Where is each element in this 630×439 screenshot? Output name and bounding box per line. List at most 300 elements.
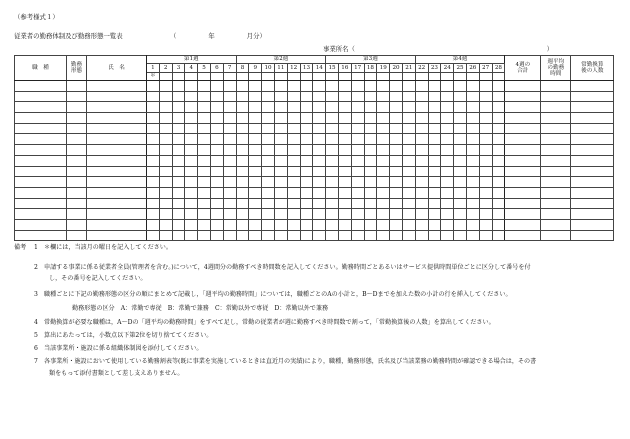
day-cell[interactable]: [147, 113, 160, 124]
day-cell[interactable]: [338, 102, 351, 113]
day-cell[interactable]: [466, 219, 479, 230]
day-cell[interactable]: [198, 134, 211, 145]
day-cell[interactable]: [274, 219, 287, 230]
day-cell[interactable]: [390, 230, 403, 241]
average-cell[interactable]: [541, 209, 571, 220]
day-cell[interactable]: [428, 134, 441, 145]
day-cell[interactable]: [223, 198, 236, 209]
day-cell[interactable]: [287, 102, 300, 113]
day-cell[interactable]: [351, 198, 364, 209]
fte-cell[interactable]: [571, 145, 614, 156]
fte-cell[interactable]: [571, 91, 614, 102]
day-cell[interactable]: [492, 177, 505, 188]
name-cell[interactable]: [87, 209, 147, 220]
day-cell[interactable]: [210, 102, 223, 113]
day-cell[interactable]: [147, 166, 160, 177]
day-cell[interactable]: [466, 198, 479, 209]
day-cell[interactable]: [287, 123, 300, 134]
day-cell[interactable]: [185, 219, 198, 230]
day-cell[interactable]: [236, 209, 249, 220]
day-cell[interactable]: [364, 145, 377, 156]
weekday-cell[interactable]: [210, 73, 223, 81]
day-cell[interactable]: [147, 230, 160, 241]
day-cell[interactable]: [402, 134, 415, 145]
day-cell[interactable]: [428, 145, 441, 156]
day-cell[interactable]: [441, 155, 454, 166]
day-cell[interactable]: [466, 145, 479, 156]
day-cell[interactable]: [274, 166, 287, 177]
day-cell[interactable]: [377, 230, 390, 241]
day-cell[interactable]: [313, 145, 326, 156]
day-cell[interactable]: [249, 113, 262, 124]
day-cell[interactable]: [223, 219, 236, 230]
day-cell[interactable]: [313, 123, 326, 134]
day-cell[interactable]: [441, 91, 454, 102]
day-cell[interactable]: [338, 81, 351, 92]
day-cell[interactable]: [262, 198, 275, 209]
day-cell[interactable]: [210, 81, 223, 92]
day-cell[interactable]: [351, 166, 364, 177]
day-cell[interactable]: [415, 134, 428, 145]
day-cell[interactable]: [466, 209, 479, 220]
total-cell[interactable]: [505, 177, 541, 188]
day-cell[interactable]: [364, 155, 377, 166]
day-cell[interactable]: [262, 91, 275, 102]
day-cell[interactable]: [172, 187, 185, 198]
day-cell[interactable]: [198, 123, 211, 134]
day-cell[interactable]: [402, 177, 415, 188]
day-cell[interactable]: [249, 209, 262, 220]
day-cell[interactable]: [326, 187, 339, 198]
day-cell[interactable]: [454, 81, 467, 92]
day-cell[interactable]: [210, 155, 223, 166]
weekday-cell[interactable]: [441, 73, 454, 81]
day-cell[interactable]: [377, 91, 390, 102]
form-cell[interactable]: [67, 209, 87, 220]
day-cell[interactable]: [185, 91, 198, 102]
weekday-cell[interactable]: [338, 73, 351, 81]
name-cell[interactable]: [87, 198, 147, 209]
day-cell[interactable]: [492, 102, 505, 113]
day-cell[interactable]: [377, 177, 390, 188]
day-cell[interactable]: [428, 123, 441, 134]
day-cell[interactable]: [172, 198, 185, 209]
day-cell[interactable]: [326, 113, 339, 124]
day-cell[interactable]: [402, 91, 415, 102]
day-cell[interactable]: [159, 230, 172, 241]
day-cell[interactable]: [338, 198, 351, 209]
day-cell[interactable]: [313, 134, 326, 145]
day-cell[interactable]: [249, 219, 262, 230]
day-cell[interactable]: [364, 102, 377, 113]
day-cell[interactable]: [159, 187, 172, 198]
day-cell[interactable]: [185, 102, 198, 113]
fte-cell[interactable]: [571, 134, 614, 145]
weekday-cell[interactable]: [390, 73, 403, 81]
day-cell[interactable]: [147, 91, 160, 102]
day-cell[interactable]: [172, 209, 185, 220]
name-cell[interactable]: [87, 102, 147, 113]
day-cell[interactable]: [492, 187, 505, 198]
day-cell[interactable]: [454, 219, 467, 230]
day-cell[interactable]: [492, 219, 505, 230]
day-cell[interactable]: [223, 81, 236, 92]
day-cell[interactable]: [351, 219, 364, 230]
day-cell[interactable]: [415, 155, 428, 166]
name-cell[interactable]: [87, 166, 147, 177]
day-cell[interactable]: [479, 81, 492, 92]
weekday-cell[interactable]: [172, 73, 185, 81]
day-cell[interactable]: [262, 113, 275, 124]
day-cell[interactable]: [377, 145, 390, 156]
day-cell[interactable]: [262, 155, 275, 166]
day-cell[interactable]: [390, 198, 403, 209]
day-cell[interactable]: [492, 113, 505, 124]
day-cell[interactable]: [172, 134, 185, 145]
day-cell[interactable]: [274, 134, 287, 145]
day-cell[interactable]: [454, 198, 467, 209]
day-cell[interactable]: [210, 198, 223, 209]
day-cell[interactable]: [172, 155, 185, 166]
day-cell[interactable]: [351, 113, 364, 124]
form-cell[interactable]: [67, 123, 87, 134]
weekday-cell[interactable]: [223, 73, 236, 81]
day-cell[interactable]: [185, 177, 198, 188]
day-cell[interactable]: [402, 219, 415, 230]
day-cell[interactable]: [159, 209, 172, 220]
weekday-cell[interactable]: [159, 73, 172, 81]
day-cell[interactable]: [454, 166, 467, 177]
day-cell[interactable]: [172, 230, 185, 241]
fte-cell[interactable]: [571, 155, 614, 166]
form-cell[interactable]: [67, 177, 87, 188]
day-cell[interactable]: [223, 134, 236, 145]
day-cell[interactable]: [402, 209, 415, 220]
total-cell[interactable]: [505, 219, 541, 230]
total-cell[interactable]: [505, 155, 541, 166]
name-cell[interactable]: [87, 230, 147, 241]
day-cell[interactable]: [300, 102, 313, 113]
day-cell[interactable]: [300, 166, 313, 177]
total-cell[interactable]: [505, 198, 541, 209]
job-cell[interactable]: [15, 102, 67, 113]
day-cell[interactable]: [338, 134, 351, 145]
day-cell[interactable]: [377, 155, 390, 166]
day-cell[interactable]: [223, 123, 236, 134]
day-cell[interactable]: [274, 155, 287, 166]
day-cell[interactable]: [147, 102, 160, 113]
day-cell[interactable]: [159, 81, 172, 92]
day-cell[interactable]: [159, 177, 172, 188]
day-cell[interactable]: [172, 113, 185, 124]
day-cell[interactable]: [428, 230, 441, 241]
total-cell[interactable]: [505, 113, 541, 124]
average-cell[interactable]: [541, 198, 571, 209]
day-cell[interactable]: [249, 134, 262, 145]
day-cell[interactable]: [223, 230, 236, 241]
day-cell[interactable]: [351, 230, 364, 241]
day-cell[interactable]: [454, 187, 467, 198]
day-cell[interactable]: [249, 81, 262, 92]
day-cell[interactable]: [313, 209, 326, 220]
day-cell[interactable]: [198, 155, 211, 166]
day-cell[interactable]: [198, 113, 211, 124]
day-cell[interactable]: [236, 177, 249, 188]
day-cell[interactable]: [249, 155, 262, 166]
day-cell[interactable]: [274, 81, 287, 92]
day-cell[interactable]: [390, 81, 403, 92]
day-cell[interactable]: [198, 145, 211, 156]
total-cell[interactable]: [505, 187, 541, 198]
day-cell[interactable]: [454, 230, 467, 241]
day-cell[interactable]: [364, 230, 377, 241]
day-cell[interactable]: [159, 155, 172, 166]
day-cell[interactable]: [326, 81, 339, 92]
day-cell[interactable]: [441, 123, 454, 134]
day-cell[interactable]: [351, 102, 364, 113]
day-cell[interactable]: [236, 113, 249, 124]
day-cell[interactable]: [338, 209, 351, 220]
day-cell[interactable]: [454, 113, 467, 124]
day-cell[interactable]: [377, 198, 390, 209]
day-cell[interactable]: [198, 177, 211, 188]
day-cell[interactable]: [479, 91, 492, 102]
day-cell[interactable]: [287, 155, 300, 166]
name-cell[interactable]: [87, 113, 147, 124]
day-cell[interactable]: [198, 198, 211, 209]
day-cell[interactable]: [223, 187, 236, 198]
day-cell[interactable]: [249, 177, 262, 188]
day-cell[interactable]: [159, 102, 172, 113]
day-cell[interactable]: [210, 209, 223, 220]
average-cell[interactable]: [541, 166, 571, 177]
day-cell[interactable]: [364, 219, 377, 230]
day-cell[interactable]: [147, 134, 160, 145]
average-cell[interactable]: [541, 123, 571, 134]
day-cell[interactable]: [313, 113, 326, 124]
day-cell[interactable]: [326, 134, 339, 145]
day-cell[interactable]: [236, 219, 249, 230]
job-cell[interactable]: [15, 187, 67, 198]
day-cell[interactable]: [338, 177, 351, 188]
day-cell[interactable]: [300, 209, 313, 220]
day-cell[interactable]: [287, 219, 300, 230]
job-cell[interactable]: [15, 155, 67, 166]
weekday-cell[interactable]: [402, 73, 415, 81]
day-cell[interactable]: [351, 187, 364, 198]
day-cell[interactable]: [428, 113, 441, 124]
day-cell[interactable]: [223, 91, 236, 102]
day-cell[interactable]: [249, 102, 262, 113]
form-cell[interactable]: [67, 166, 87, 177]
day-cell[interactable]: [402, 187, 415, 198]
average-cell[interactable]: [541, 81, 571, 92]
day-cell[interactable]: [326, 102, 339, 113]
day-cell[interactable]: [159, 134, 172, 145]
day-cell[interactable]: [326, 155, 339, 166]
day-cell[interactable]: [390, 91, 403, 102]
day-cell[interactable]: [185, 81, 198, 92]
day-cell[interactable]: [479, 230, 492, 241]
day-cell[interactable]: [364, 198, 377, 209]
day-cell[interactable]: [313, 187, 326, 198]
day-cell[interactable]: [147, 209, 160, 220]
day-cell[interactable]: [249, 91, 262, 102]
day-cell[interactable]: [300, 198, 313, 209]
day-cell[interactable]: [338, 230, 351, 241]
day-cell[interactable]: [326, 209, 339, 220]
total-cell[interactable]: [505, 230, 541, 241]
job-cell[interactable]: [15, 198, 67, 209]
average-cell[interactable]: [541, 219, 571, 230]
day-cell[interactable]: [364, 187, 377, 198]
day-cell[interactable]: [479, 187, 492, 198]
day-cell[interactable]: [287, 134, 300, 145]
weekday-cell[interactable]: [364, 73, 377, 81]
day-cell[interactable]: [415, 102, 428, 113]
day-cell[interactable]: [185, 187, 198, 198]
day-cell[interactable]: [466, 134, 479, 145]
day-cell[interactable]: [223, 166, 236, 177]
average-cell[interactable]: [541, 145, 571, 156]
job-cell[interactable]: [15, 177, 67, 188]
job-cell[interactable]: [15, 113, 67, 124]
day-cell[interactable]: [185, 113, 198, 124]
day-cell[interactable]: [351, 91, 364, 102]
day-cell[interactable]: [223, 177, 236, 188]
day-cell[interactable]: [415, 145, 428, 156]
day-cell[interactable]: [338, 155, 351, 166]
day-cell[interactable]: [300, 177, 313, 188]
day-cell[interactable]: [479, 113, 492, 124]
day-cell[interactable]: [428, 187, 441, 198]
day-cell[interactable]: [364, 177, 377, 188]
day-cell[interactable]: [364, 123, 377, 134]
day-cell[interactable]: [441, 145, 454, 156]
day-cell[interactable]: [159, 145, 172, 156]
name-cell[interactable]: [87, 177, 147, 188]
day-cell[interactable]: [210, 91, 223, 102]
weekday-cell[interactable]: [454, 73, 467, 81]
day-cell[interactable]: [492, 145, 505, 156]
day-cell[interactable]: [287, 91, 300, 102]
day-cell[interactable]: [441, 187, 454, 198]
day-cell[interactable]: [377, 166, 390, 177]
day-cell[interactable]: [159, 91, 172, 102]
day-cell[interactable]: [326, 123, 339, 134]
average-cell[interactable]: [541, 113, 571, 124]
day-cell[interactable]: [198, 81, 211, 92]
day-cell[interactable]: [262, 123, 275, 134]
name-cell[interactable]: [87, 91, 147, 102]
day-cell[interactable]: [236, 230, 249, 241]
weekday-cell[interactable]: [377, 73, 390, 81]
day-cell[interactable]: [441, 219, 454, 230]
day-cell[interactable]: [313, 230, 326, 241]
day-cell[interactable]: [338, 113, 351, 124]
day-cell[interactable]: [428, 102, 441, 113]
day-cell[interactable]: [479, 145, 492, 156]
day-cell[interactable]: [210, 123, 223, 134]
day-cell[interactable]: [262, 177, 275, 188]
day-cell[interactable]: [313, 102, 326, 113]
day-cell[interactable]: [185, 166, 198, 177]
day-cell[interactable]: [210, 145, 223, 156]
job-cell[interactable]: [15, 145, 67, 156]
day-cell[interactable]: [172, 91, 185, 102]
day-cell[interactable]: [377, 219, 390, 230]
day-cell[interactable]: [300, 187, 313, 198]
day-cell[interactable]: [147, 187, 160, 198]
day-cell[interactable]: [210, 113, 223, 124]
day-cell[interactable]: [377, 209, 390, 220]
day-cell[interactable]: [262, 166, 275, 177]
form-cell[interactable]: [67, 198, 87, 209]
day-cell[interactable]: [249, 166, 262, 177]
day-cell[interactable]: [300, 91, 313, 102]
day-cell[interactable]: [351, 134, 364, 145]
day-cell[interactable]: [428, 155, 441, 166]
day-cell[interactable]: [390, 145, 403, 156]
day-cell[interactable]: [236, 187, 249, 198]
fte-cell[interactable]: [571, 187, 614, 198]
day-cell[interactable]: [377, 134, 390, 145]
day-cell[interactable]: [377, 81, 390, 92]
job-cell[interactable]: [15, 81, 67, 92]
form-cell[interactable]: [67, 134, 87, 145]
day-cell[interactable]: [390, 177, 403, 188]
day-cell[interactable]: [300, 113, 313, 124]
day-cell[interactable]: [390, 134, 403, 145]
day-cell[interactable]: [249, 145, 262, 156]
day-cell[interactable]: [185, 209, 198, 220]
day-cell[interactable]: [274, 113, 287, 124]
day-cell[interactable]: [185, 134, 198, 145]
day-cell[interactable]: [402, 230, 415, 241]
day-cell[interactable]: [364, 209, 377, 220]
day-cell[interactable]: [262, 187, 275, 198]
day-cell[interactable]: [236, 91, 249, 102]
day-cell[interactable]: [300, 145, 313, 156]
name-cell[interactable]: [87, 219, 147, 230]
day-cell[interactable]: [326, 219, 339, 230]
day-cell[interactable]: [210, 177, 223, 188]
day-cell[interactable]: [313, 166, 326, 177]
day-cell[interactable]: [326, 177, 339, 188]
day-cell[interactable]: [274, 187, 287, 198]
day-cell[interactable]: [236, 123, 249, 134]
day-cell[interactable]: [313, 198, 326, 209]
day-cell[interactable]: [415, 81, 428, 92]
name-cell[interactable]: [87, 145, 147, 156]
average-cell[interactable]: [541, 134, 571, 145]
day-cell[interactable]: [210, 134, 223, 145]
day-cell[interactable]: [390, 187, 403, 198]
name-cell[interactable]: [87, 81, 147, 92]
day-cell[interactable]: [326, 145, 339, 156]
day-cell[interactable]: [428, 81, 441, 92]
day-cell[interactable]: [428, 166, 441, 177]
day-cell[interactable]: [390, 166, 403, 177]
day-cell[interactable]: [415, 123, 428, 134]
day-cell[interactable]: [262, 230, 275, 241]
weekday-cell[interactable]: [313, 73, 326, 81]
day-cell[interactable]: [262, 219, 275, 230]
day-cell[interactable]: [147, 155, 160, 166]
day-cell[interactable]: [454, 134, 467, 145]
day-cell[interactable]: [402, 155, 415, 166]
day-cell[interactable]: [466, 123, 479, 134]
